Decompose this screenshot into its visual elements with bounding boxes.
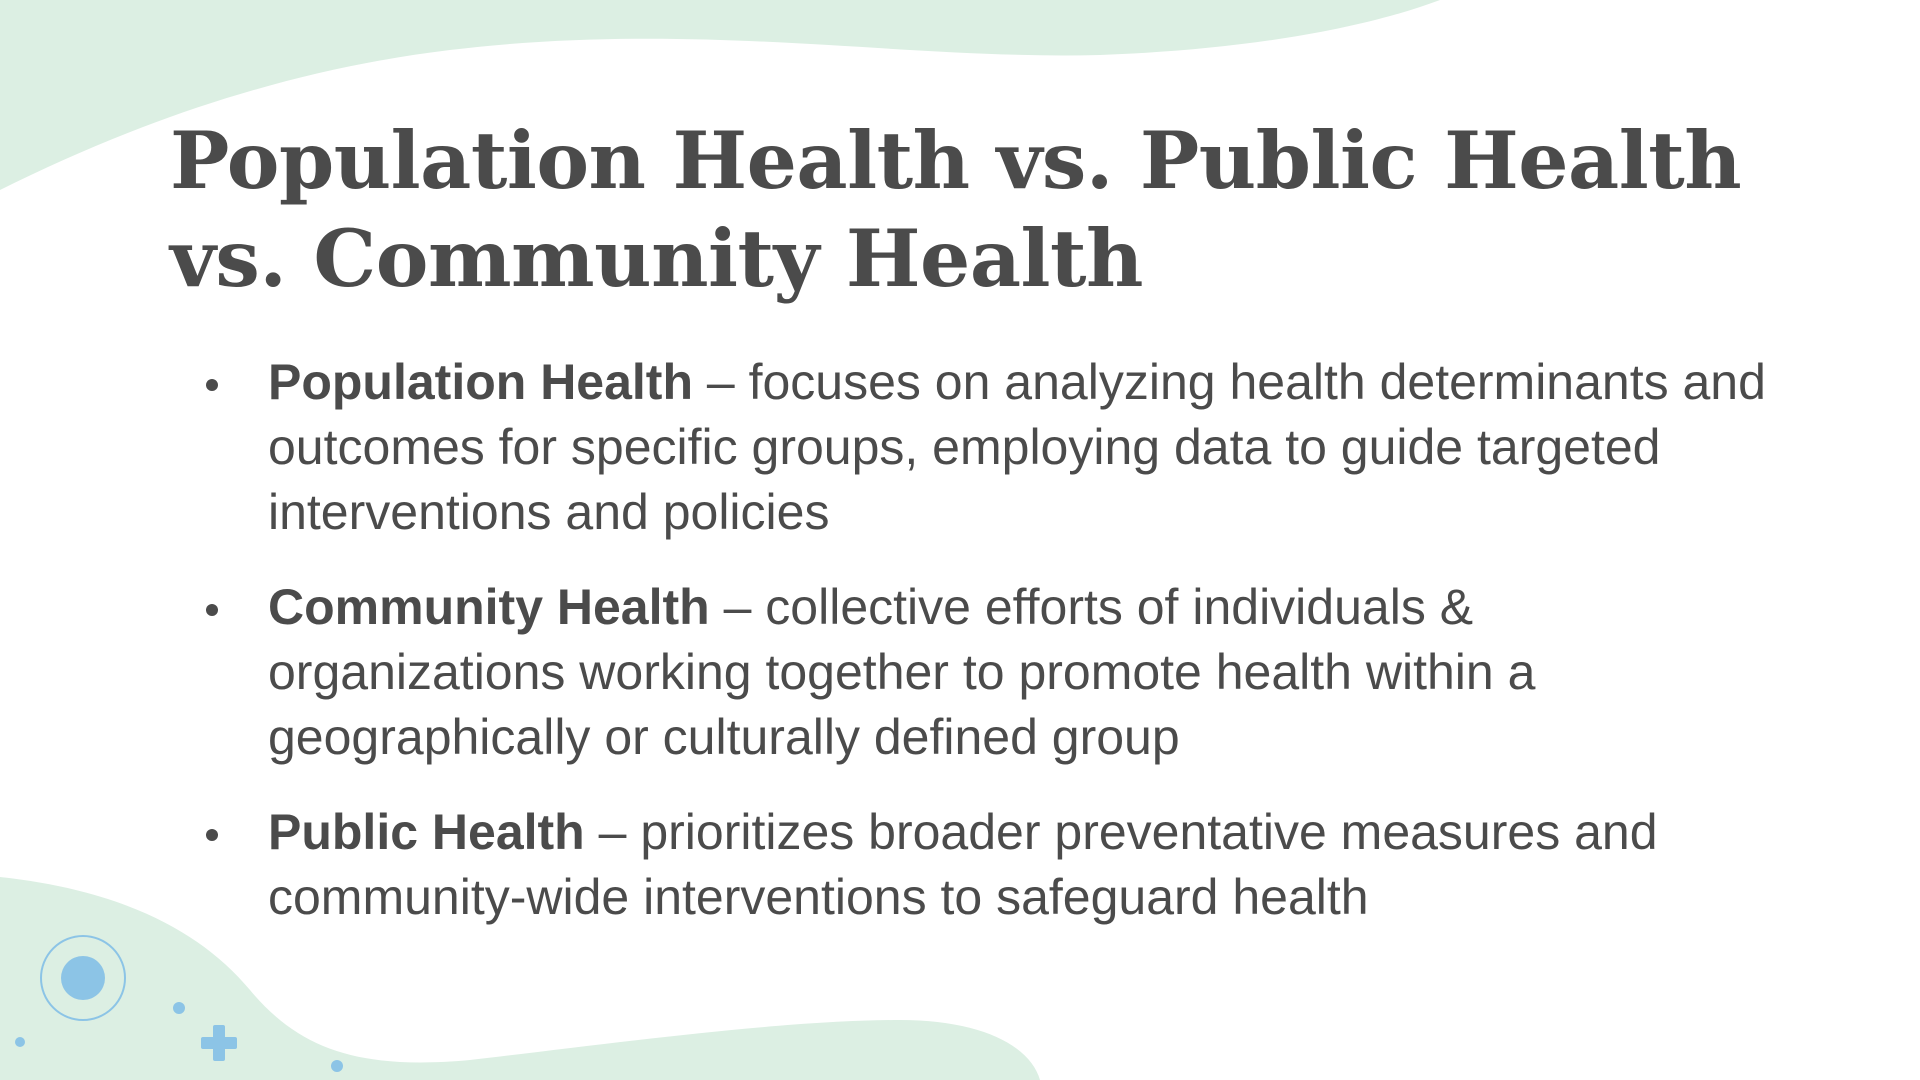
dot-icon — [331, 1060, 343, 1072]
bullet-description: – focuses on analyzing health determinants and outcomes for specific groups, employing data to guide targeted interventions and policies — [268, 354, 1766, 540]
bullet-item-public-health — [200, 800, 1780, 930]
bullet-list — [200, 350, 1780, 960]
bullet-description: – prioritizes broader preventative measures and community-wide interventions to safeguard health — [268, 804, 1658, 925]
bullet-item-population-health — [200, 350, 1780, 545]
bullet-term: Public Health — [268, 804, 585, 860]
slide-title — [170, 112, 1770, 308]
slide-title-line: vs. Community Health — [170, 212, 1143, 305]
bullet-item-community-health — [200, 575, 1780, 770]
dot-icon — [173, 1002, 185, 1014]
bullet-dot-icon — [206, 379, 218, 391]
dot-icon — [15, 1037, 25, 1047]
bullet-description: – collective efforts of individuals & organizations working together to promote health within a geographically or culturally defined group — [268, 579, 1536, 765]
bullet-term: Population Health — [268, 354, 693, 410]
slide-title-line: Population Health vs. Public Health — [170, 114, 1742, 207]
bullet-term: Community Health — [268, 579, 710, 635]
bullet-dot-icon — [206, 604, 218, 616]
bullet-dot-icon — [206, 829, 218, 841]
